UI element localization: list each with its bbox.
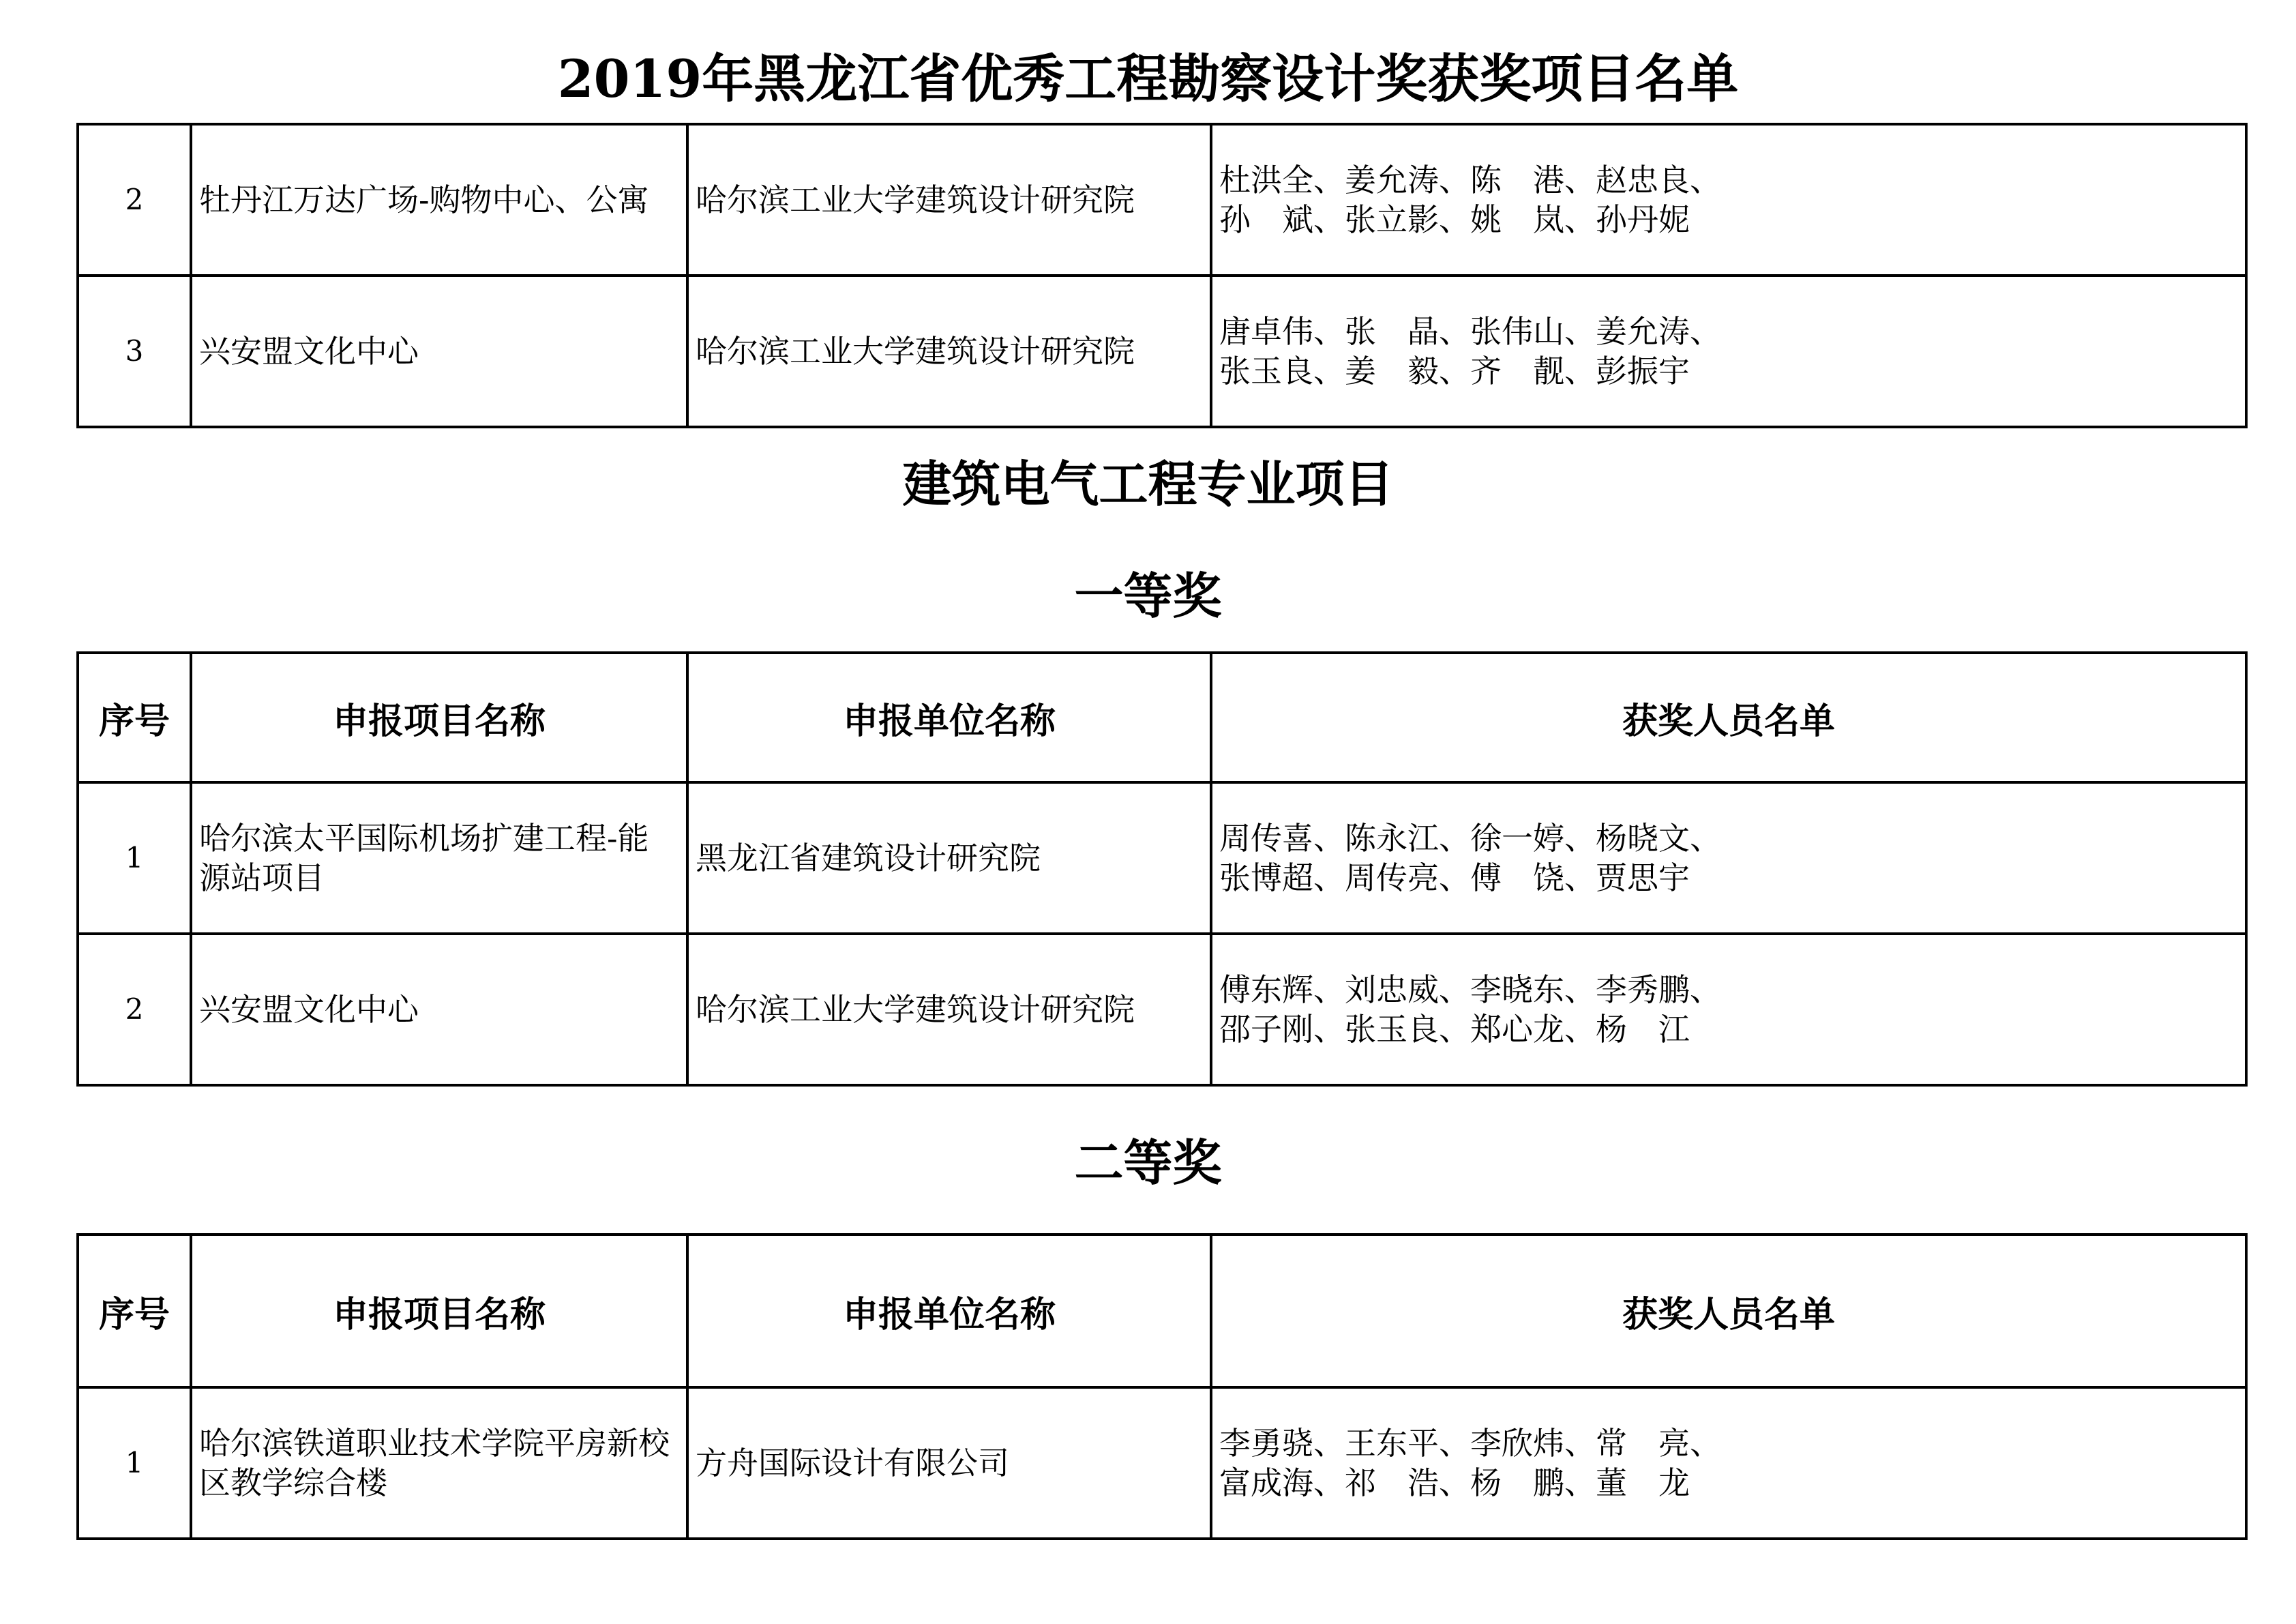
unit-name: 哈尔滨工业大学建筑设计研究院 <box>687 276 1211 427</box>
row-number: 1 <box>78 1387 191 1539</box>
table-row <box>78 934 2246 1085</box>
table-header-row <box>78 653 2246 782</box>
winner-names-line: 张玉良、姜 毅、齐 靓、彭振宇 <box>1219 353 1690 389</box>
winner-names <box>1211 782 2246 934</box>
unit-name: 方舟国际设计有限公司 <box>687 1387 1211 1539</box>
first-prize-table <box>76 651 2248 1087</box>
project-name: 哈尔滨太平国际机场扩建工程-能源站项目 <box>191 782 687 934</box>
winner-names-line: 邵子刚、张玉良、郑心龙、杨 江 <box>1219 1011 1690 1048</box>
project-name: 兴安盟文化中心 <box>191 934 687 1085</box>
unit-name: 哈尔滨工业大学建筑设计研究院 <box>687 934 1211 1085</box>
header-unit: 申报单位名称 <box>687 653 1211 782</box>
winner-names-line: 富成海、祁 浩、杨 鹏、董 龙 <box>1219 1464 1690 1501</box>
header-names: 获奖人员名单 <box>1211 1235 2246 1387</box>
award-table-continued <box>76 123 2248 428</box>
header-no: 序号 <box>78 653 191 782</box>
header-names: 获奖人员名单 <box>1211 653 2246 782</box>
table-row <box>78 124 2246 276</box>
unit-name: 黑龙江省建筑设计研究院 <box>687 782 1211 934</box>
first-prize-heading: 一等奖 <box>1074 567 1222 625</box>
winner-names-line: 李勇骁、王东平、李欣炜、常 亮、 <box>1219 1425 1721 1462</box>
row-number: 1 <box>78 782 191 934</box>
table-row <box>78 782 2246 934</box>
header-no: 序号 <box>78 1235 191 1387</box>
project-name: 哈尔滨铁道职业技术学院平房新校区教学综合楼 <box>191 1387 687 1539</box>
row-number: 2 <box>78 124 191 276</box>
winner-names-line: 周传喜、陈永江、徐一婷、杨晓文、 <box>1219 820 1721 857</box>
table-row <box>78 276 2246 427</box>
section-title: 建筑电气工程专业项目 <box>902 456 1394 513</box>
header-project: 申报项目名称 <box>191 1235 687 1387</box>
winner-names-line: 傅东辉、刘忠威、李晓东、李秀鹏、 <box>1219 971 1721 1008</box>
winner-names-line: 杜洪全、姜允涛、陈 港、赵忠良、 <box>1219 162 1721 198</box>
winner-names-line: 张博超、周传亮、傅 饶、贾思宇 <box>1219 859 1690 896</box>
row-number: 3 <box>78 276 191 427</box>
header-project: 申报项目名称 <box>191 653 687 782</box>
unit-name: 哈尔滨工业大学建筑设计研究院 <box>687 124 1211 276</box>
project-name: 牡丹江万达广场-购物中心、公寓 <box>191 124 687 276</box>
winner-names <box>1211 934 2246 1085</box>
row-number: 2 <box>78 934 191 1085</box>
document-title: 2019年黑龙江省优秀工程勘察设计奖获奖项目名单 <box>557 48 1739 109</box>
table-header-row <box>78 1235 2246 1387</box>
winner-names <box>1211 124 2246 276</box>
winner-names-line: 孙 斌、张立影、姚 岚、孙丹妮 <box>1219 201 1690 238</box>
winner-names <box>1211 1387 2246 1539</box>
winner-names-line: 唐卓伟、张 晶、张伟山、姜允涛、 <box>1219 313 1721 350</box>
winner-names <box>1211 276 2246 427</box>
second-prize-table <box>76 1233 2248 1540</box>
project-name: 兴安盟文化中心 <box>191 276 687 427</box>
table-row <box>78 1387 2246 1539</box>
second-prize-heading: 二等奖 <box>1074 1134 1222 1192</box>
header-unit: 申报单位名称 <box>687 1235 1211 1387</box>
